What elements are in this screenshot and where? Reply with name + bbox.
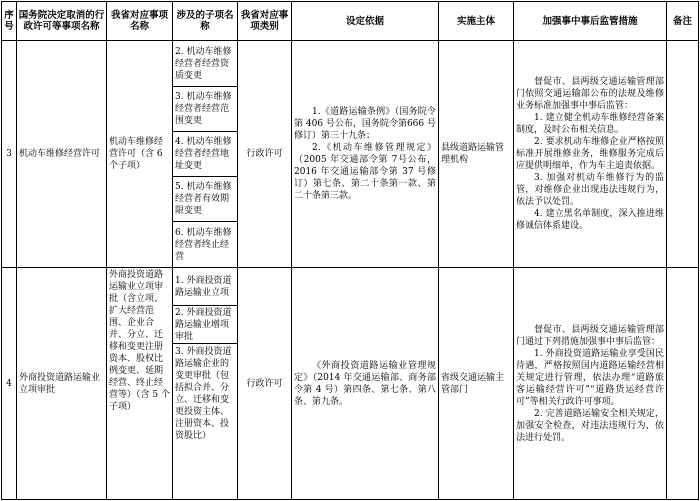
sub-item: 4. 机动车维修经营者经营地址变更: [173, 132, 238, 177]
measure-line: 1. 建立健全机动车维修经营备案制度，及时公布相关信息。: [516, 113, 664, 135]
row-remarks: [667, 268, 699, 500]
sub-item: 3. 外商投资道路运输企业的变更审批（包括拟合并、分立、迁移和变更投资主体、注册资本、投资股比）: [173, 344, 238, 500]
basis-line: 1.《道路运输条例》（国务院令第 406 号公布，国务院令第666 号修订）第三十九条；: [294, 107, 436, 141]
regulatory-table: [1, 1, 699, 500]
row-remarks: [667, 41, 699, 268]
basis-line: 2.《机动车维修管理规定》（2005 年交通部令第 7号公布，2016 年交通运输部令第 37 号修订）第七条、第二十条第一款、第二十条第三款。: [294, 143, 436, 201]
row-no: 3: [2, 41, 17, 268]
table-row: [2, 41, 699, 87]
header-remarks: 备注: [667, 2, 699, 41]
row-category: 行政许可: [238, 41, 292, 268]
measure-line: 3. 加强对机动车维修行为的监管，对维修企业出现违法违规行为，依法予以处罚。: [516, 173, 664, 207]
sub-item: 3. 机动车维修经营者经营范围变更: [173, 87, 238, 132]
row-basis: [292, 41, 439, 268]
row-province-item: 外商投资道路运输业立项审批（含立项、扩大经营范围、企业合并、分立、迁移和变更注册资本、股权比例变更、延期经营、终止经营等）（含 5 个子项）: [107, 268, 173, 500]
measure-line: 2. 完善道路运输安全相关规定，加强安全检查，对违法违规行为，依法进行处罚。: [516, 408, 664, 443]
sub-item: 5. 机动车维修经营者有效期限变更: [173, 177, 238, 222]
sub-item: 6. 机动车维修经营者终止经营: [173, 222, 238, 268]
measure-line: 督促市、县两级交通运输管理部门通过下列措施加强事中事后监管：: [516, 324, 664, 347]
sub-item: 2. 机动车维修经营者经营资质变更: [173, 41, 238, 87]
sub-item: 2. 外商投资道路运输业增项审批: [173, 306, 238, 344]
table-row: [2, 268, 699, 306]
row-category: 行政许可: [238, 268, 292, 500]
header-no: 序号: [2, 2, 17, 41]
header-item: 国务院决定取消的行政许可等事项名称: [17, 2, 107, 41]
basis-line: 《外商投资道路运输业管理规定》（2014 年交通运输部、商务部令第 4 号）第四条、第七条、第八条、第九条。: [294, 360, 436, 407]
measure-line: 4. 建立黑名单制度，深入推进维修诚信体系建设。: [516, 209, 664, 231]
row-subject: 县级道路运输管理机构: [439, 41, 514, 268]
header-subject: 实施主体: [439, 2, 514, 41]
measure-line: 督促市、县两级交通运输管理部门依照交通运输部公布的法规及维修业务标准加强事中事后监管：: [516, 77, 664, 111]
row-measures: [514, 41, 667, 268]
header-basis: 设定依据: [292, 2, 439, 41]
measure-line: 2. 要求机动车维修企业严格按照标准开展维修业务，维修服务完成后应提供明细单，作为车主追责依据。: [516, 137, 664, 171]
row-measures: [514, 268, 667, 500]
row-province-item: 机动车维修经营许可（含 6 个子项）: [107, 41, 173, 268]
row-item: 外商投资道路运输业立项审批: [17, 268, 107, 500]
header-sub-items: 涉及的子项名称: [173, 2, 238, 41]
measure-line: 1. 外商投资道路运输业享受国民待遇，严格按照国内道路运输经营相关规定进行管理，依法办理“道路旅客运输经营许可”“道路货运经营许可”等相关行政许可事项。: [516, 348, 664, 407]
row-item: 机动车维修经营许可: [17, 41, 107, 268]
sub-item: 1. 外商投资道路运输业立项: [173, 268, 238, 306]
row-no: 4: [2, 268, 17, 500]
header-measures: 加强事中事后监管措施: [514, 2, 667, 41]
row-subject: 省级交通运输主管部门: [439, 268, 514, 500]
row-basis: [292, 268, 439, 500]
header-row: [2, 2, 699, 41]
header-province-item: 我省对应事项名称: [107, 2, 173, 41]
header-province-category: 我省对应事项类别: [238, 2, 292, 41]
